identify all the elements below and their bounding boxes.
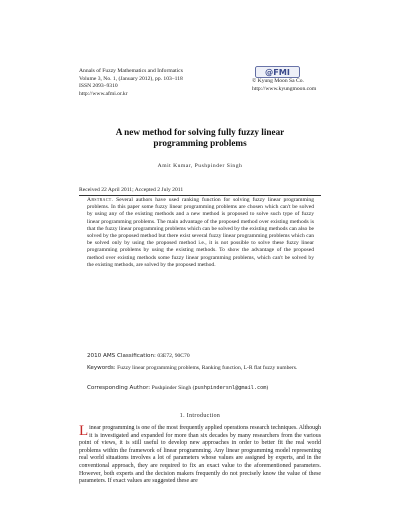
title-line-1: A new method for solving fully fuzzy linear [115, 127, 285, 137]
intro-paragraph [79, 425, 321, 486]
abstract-label: Abstract. [87, 197, 114, 203]
ams-label: 2010 AMS Classification: [87, 353, 156, 359]
corresponding-label: Corresponding Author: [87, 385, 151, 391]
keywords-value: Fuzzy linear programming problems, Ranking function, L-R flat fuzzy numbers. [117, 365, 298, 371]
journal-volume: Volume 3, No. 1, (January 2012), pp. 103–118 [79, 75, 183, 82]
dropcap-letter: L [79, 423, 89, 439]
fmi-logo-text: @FMI [265, 67, 290, 77]
publisher-copyright: © Kyung Moon Sa Co. [252, 78, 304, 84]
received-dates: Received 22 April 2011; Accepted 2 July 2011 [79, 187, 184, 193]
ams-value: 03E72, 90C70 [157, 353, 190, 359]
journal-url[interactable]: http://www.afmi.or.kr [79, 90, 128, 97]
title-line-2: programming problems [153, 138, 247, 149]
corresponding-close: ) [266, 385, 269, 391]
ams-classification [87, 353, 314, 359]
journal-name: Annals of Fuzzy Mathematics and Informatics [79, 68, 183, 74]
intro-text: inear programming is one of the most frequently applied operations research techniques. Although it is investigated and expanded for more than six decades by many researchers from the various point of views, it is still useful to develop new approaches in order to better fit the real world problems within the framework of linear programming. Any linear programming model representing real world situations involves a lot of parameters whose values are assigned by experts, and in the conventional approach, they are required to fix an exact value to the aforementioned parameters. However, both experts and the decision makers frequently do not precisely know the value of these parameters. If exact values are suggested these are [79, 425, 321, 485]
keywords-label: Keywords: [87, 365, 116, 371]
abstract-text: Several authors have used ranking function for solving fuzzy linear programming problems. In this paper some fuzzy linear programming problems are chosen which can't be solved by using any of the existing methods and a new method is proposed to solve such type of fuzzy linear programming problems. The main advantage of the proposed method over existing methods is that the fuzzy linear programming problems which can be solved by the existing methods can also be solved by the proposed method but there exist several fuzzy linear programming problems which can be solved only by using the proposed method i.e., it is not possible to solve these fuzzy linear programming problems by using the existing methods. To show the advantage of the proposed method over existing methods some fuzzy linear programming problems, which can't be solved by the existing methods, are solved by the proposed method. [87, 197, 314, 268]
publisher-info [252, 66, 316, 93]
abstract [87, 197, 314, 269]
fmi-logo-row [252, 66, 316, 78]
paper-title [79, 127, 321, 149]
corresponding-email[interactable]: pushpindersnl@gmail.com [194, 385, 267, 391]
keywords [87, 365, 314, 372]
fmi-logo-icon [255, 66, 300, 78]
corresponding-author [87, 385, 314, 391]
header-rule [79, 195, 321, 196]
section-heading: 1. Introduction [179, 413, 221, 419]
journal-info [79, 68, 183, 98]
authors: Amit Kumar, Pushpinder Singh [157, 163, 243, 169]
journal-issn: ISSN 2093–9310 [79, 83, 118, 90]
corresponding-name: Pushpinder Singh ( [151, 385, 195, 391]
publisher-url[interactable]: http://www.kyungmoon.com [252, 85, 317, 92]
